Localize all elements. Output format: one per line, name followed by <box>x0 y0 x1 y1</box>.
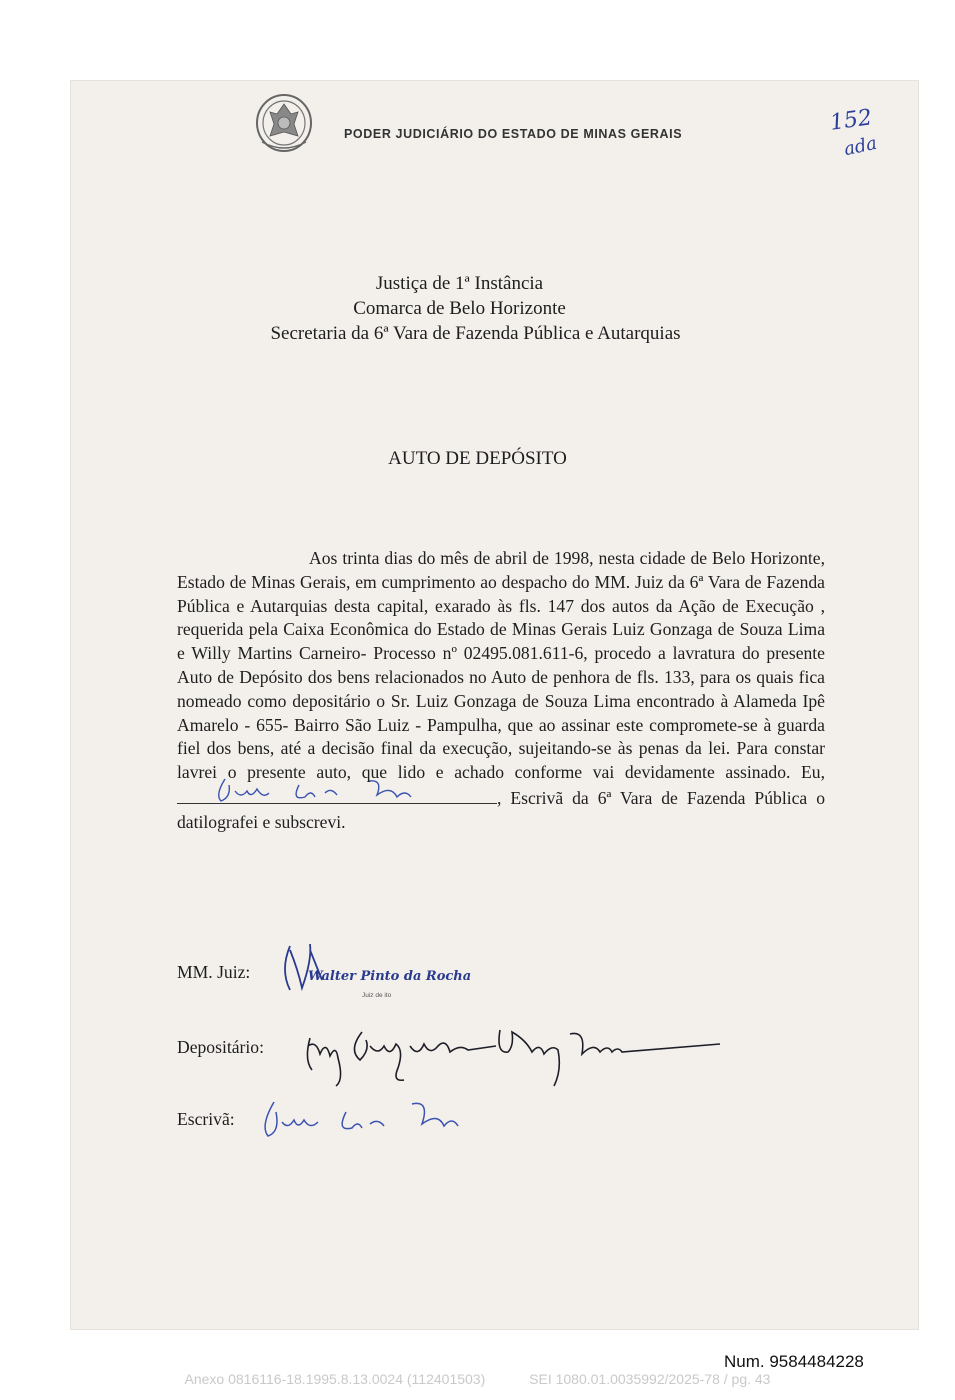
state-seal-icon <box>254 92 314 154</box>
depositary-label: Depositário: <box>177 1037 264 1057</box>
document-number: Num. 9584484228 <box>724 1352 864 1371</box>
folio-annotation <box>822 105 912 174</box>
deposit-paragraph <box>177 547 825 835</box>
folio-number: 152 <box>828 105 874 136</box>
clerk-signature-icon <box>207 775 437 805</box>
document-title: AUTO DE DEPÓSITO <box>388 448 567 469</box>
folio-word: ada <box>842 132 879 161</box>
closing-after: , Escrivã da 6ª Vara de Fazenda Pública o datilografei e subscrevi. <box>177 787 825 832</box>
depositary-signature-icon <box>300 1010 730 1090</box>
judge-stamp-subtitle: Juiz de ito <box>362 992 392 999</box>
heading-secretariat: Secretaria da 6ª Vara de Fazenda Pública e Autarquias <box>270 323 681 344</box>
deposit-text: Aos trinta dias do mês de abril de 1998, nesta cidade de Belo Horizonte, Estado de Minas Gerais, em cumprimento ao despacho do MM. Juiz da 6ª Vara de Fazenda Pública e Autarquias desta capital, exarado às fls. 147 dos autos da Ação de Execução , requerida pela Caixa Econômica do Estado de Minas Gerais Luiz Gonzaga de Souza Lima e Willy Martins Carneiro- Processo nº 02495.081.611-6, procedo a lavratura do presente Auto de Depósito dos bens relacionados no Auto de penhora de fls. 133, para os quais fica nomeado como depositário o Sr. Luiz Gonzaga de Souza Lima encontrado à Alameda Ipê Amarelo - 655- Bairro São Luiz - Pampulha, que ao assinar este compromete-se à guarda fiel dos bens, até a decisão final da execução, sujeitando-se às penas da lei. Para constar lavrei o presente auto, que lido e achado conforme vai devidamente assinado. <box>177 548 825 783</box>
heading-instance: Justiça de 1ª Instância <box>375 273 544 294</box>
clerk-bottom-signature-icon <box>252 1096 472 1146</box>
footer-annex: Anexo 0816116-18.1995.8.13.0024 (112401503) <box>184 1371 486 1387</box>
court-header: PODER JUDICIÁRIO DO ESTADO DE MINAS GERAIS <box>344 127 683 141</box>
clerk-label: Escrivã: <box>177 1109 235 1129</box>
clerk-signature-line <box>177 785 497 804</box>
judge-label: MM. Juiz: <box>177 962 251 982</box>
closing-before: Eu, <box>801 762 825 783</box>
footer-sei: SEI 1080.01.0035992/2025-78 / pg. 43 <box>529 1371 771 1387</box>
heading-county: Comarca de Belo Horizonte <box>353 298 566 319</box>
footer <box>0 1371 955 1387</box>
judge-stamp: Walter Pinto da Rocha <box>308 969 472 984</box>
